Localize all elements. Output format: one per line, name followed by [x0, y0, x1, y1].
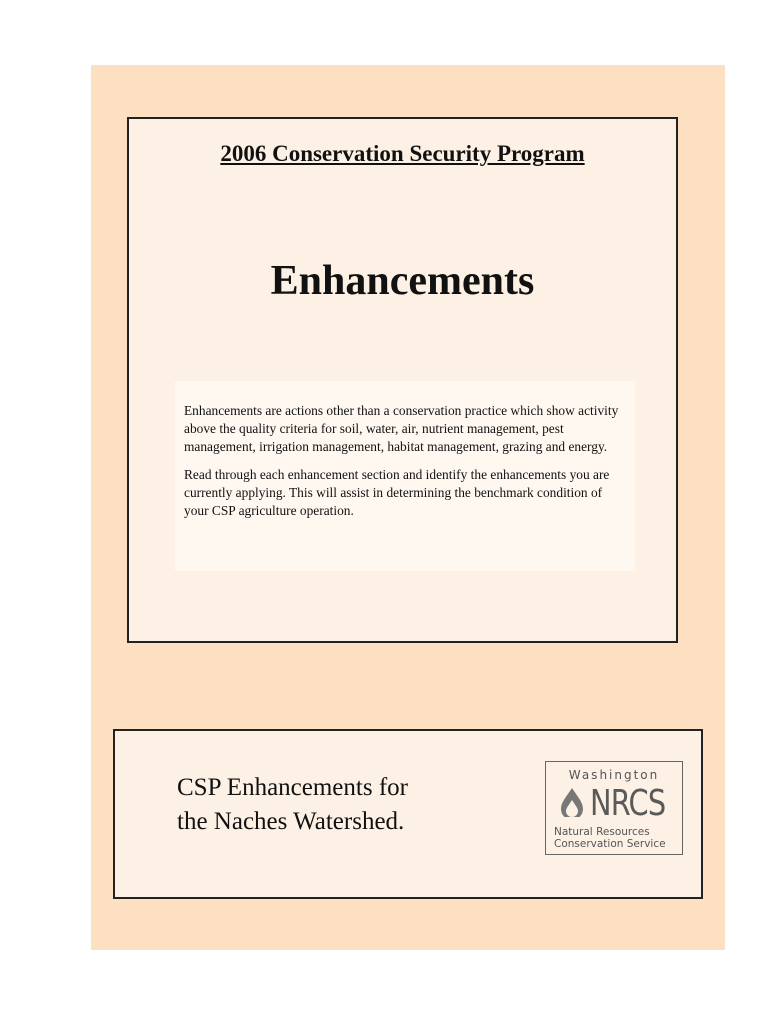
watershed-panel [113, 729, 703, 899]
program-title: 2006 Conservation Security Program [220, 141, 585, 166]
watershed-line-2: the Naches Watershed. [177, 808, 405, 835]
title-panel [127, 117, 678, 643]
logo-state: Washington [568, 768, 660, 782]
nrcs-logo [545, 761, 683, 855]
watershed-heading [177, 771, 477, 839]
page-title: Enhancements [270, 258, 535, 304]
water-drop-icon [555, 786, 589, 828]
watershed-line-1: CSP Enhancements for [177, 774, 408, 801]
logo-line-1: Natural Resources [554, 826, 650, 838]
intro-paragraph-2: Read through each enhancement section and identify the enhancements you are currently applying. This will assist in determining the benchmark condition of your CSP agriculture operation. [184, 467, 610, 518]
logo-acronym: NRCS [590, 783, 666, 824]
intro-paragraph-1: Enhancements are actions other than a conservation practice which show activity above the quality criteria for soil, water, air, nutrient management, pest management, irrigation management, habitat management, grazing and energy. [184, 403, 619, 454]
logo-line-2: Conservation Service [554, 838, 666, 850]
intro-text-box [175, 381, 635, 571]
